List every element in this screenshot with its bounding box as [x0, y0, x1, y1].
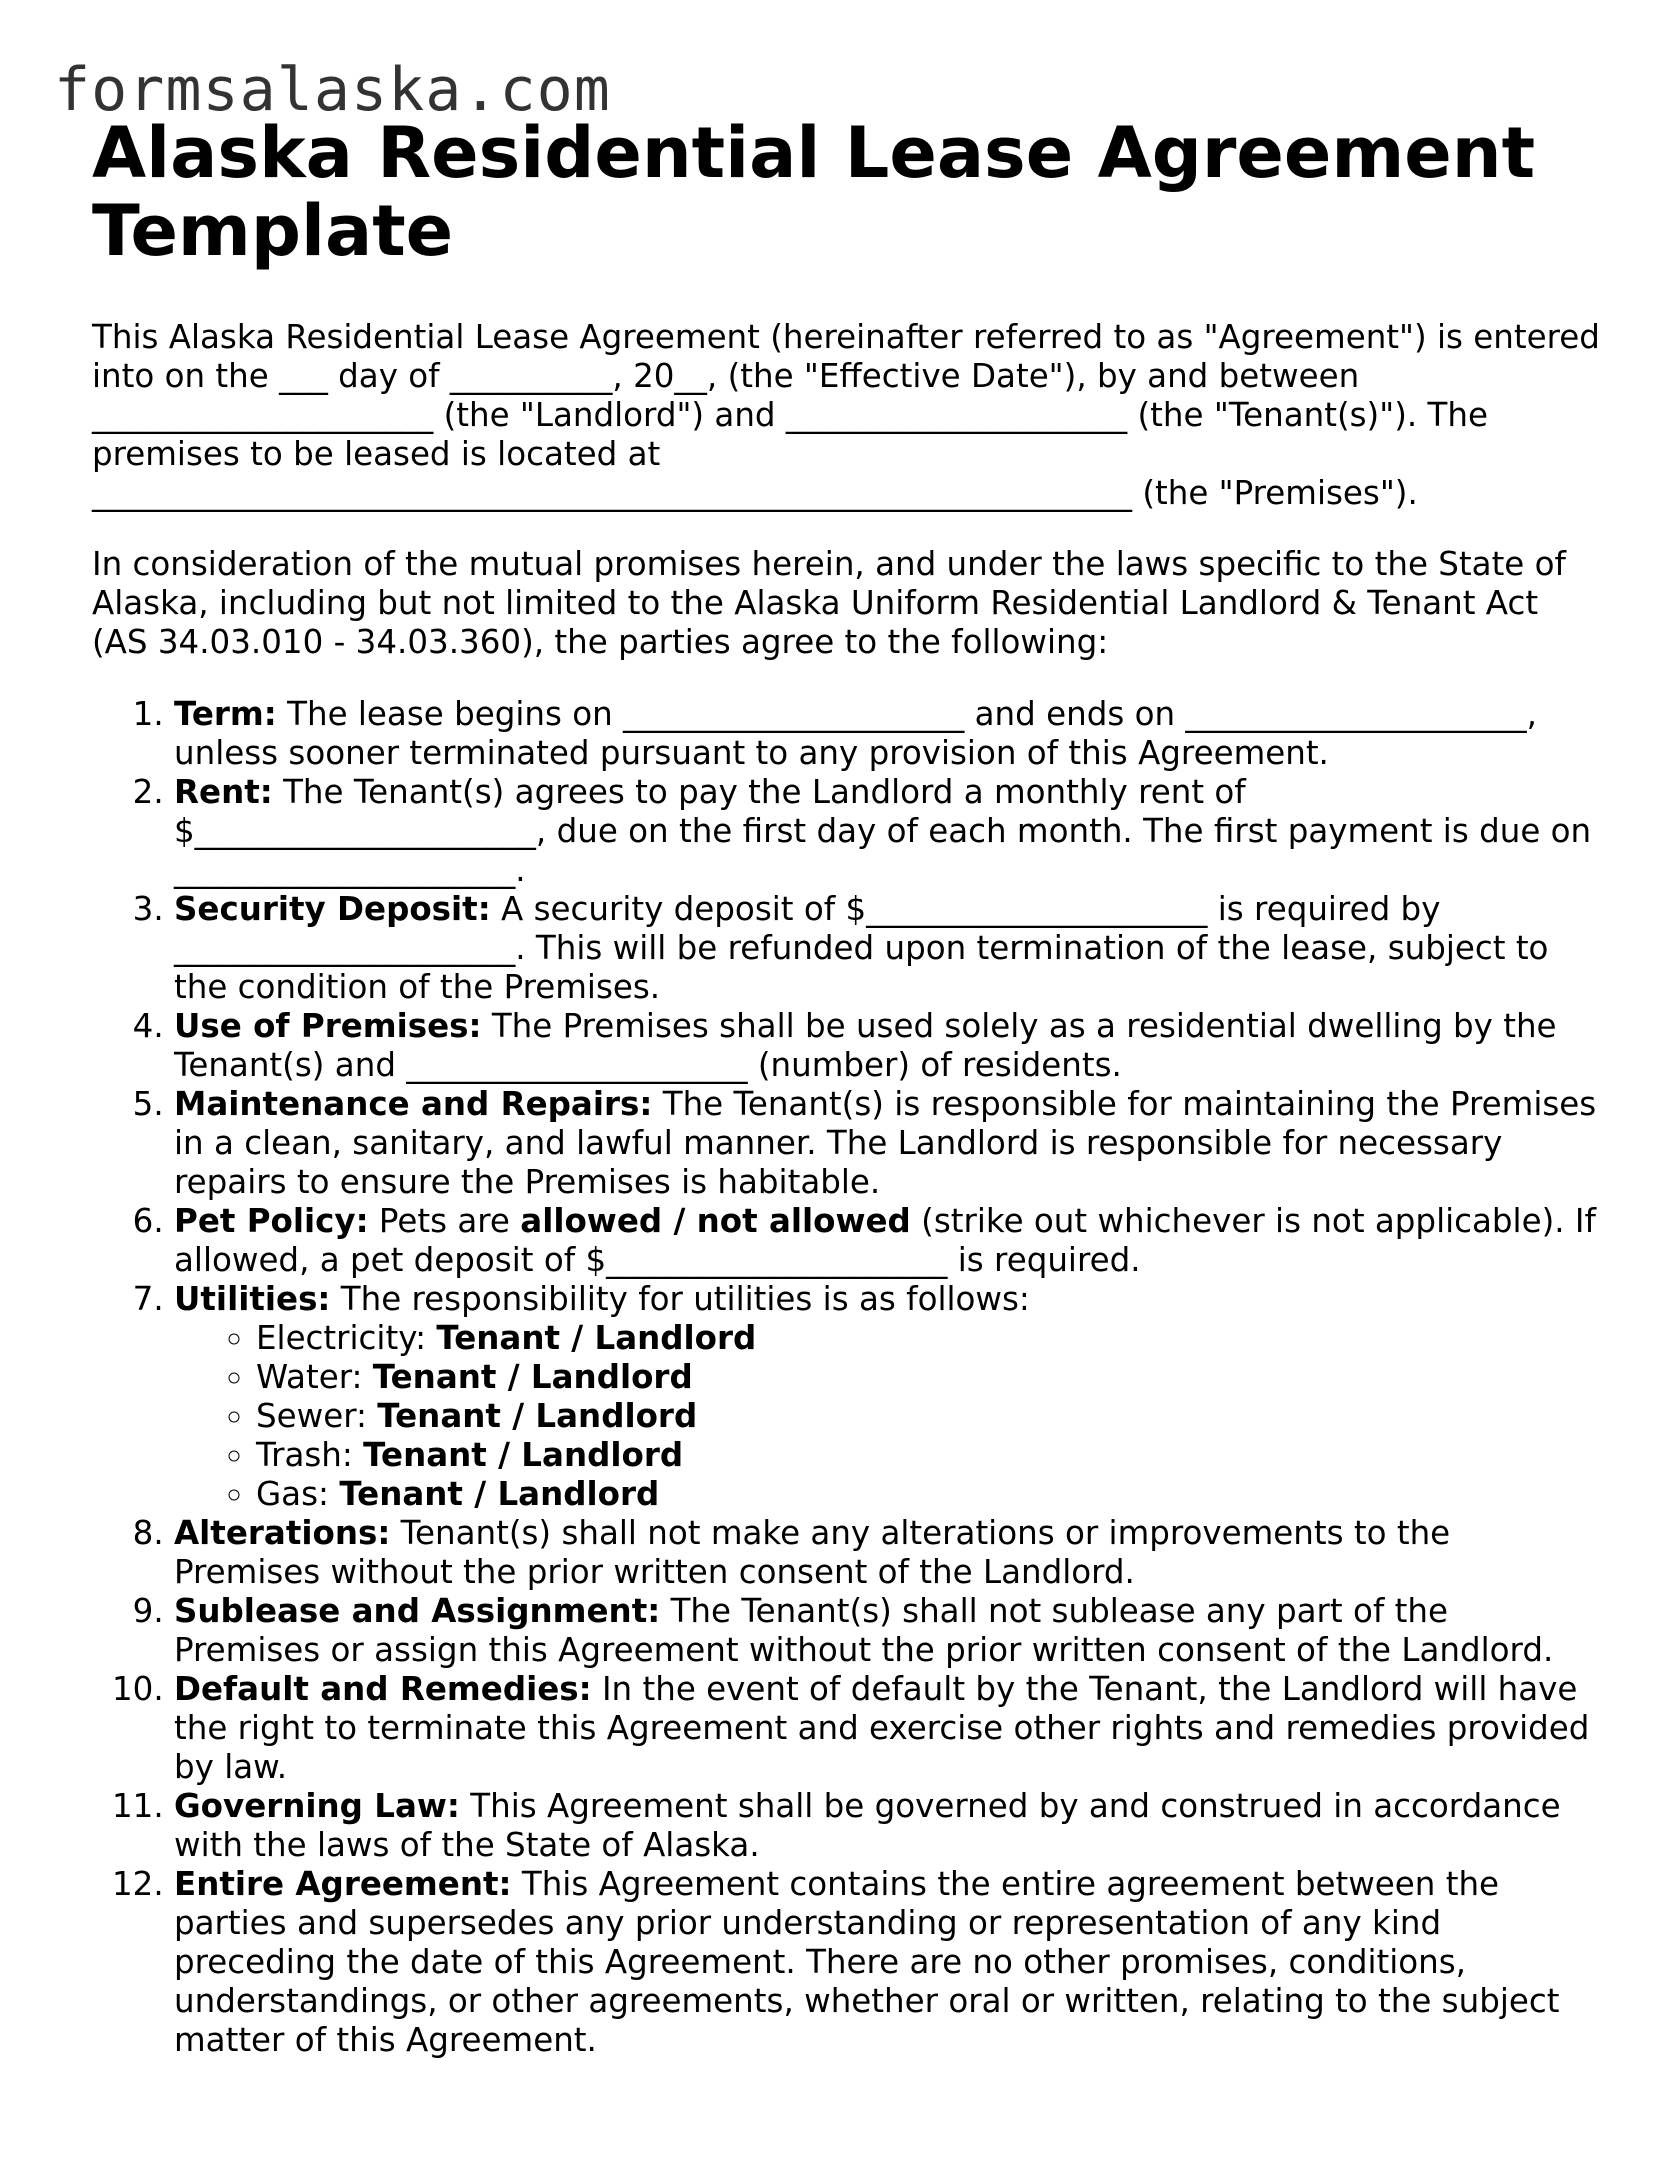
pet-policy-label: Pet Policy:: [174, 1202, 369, 1240]
pet-policy-text-b: (strike out whichever is not applicable). If allowed, a pet deposit of $_____________________ is required.: [174, 1202, 1596, 1279]
security-deposit-label: Security Deposit:: [174, 890, 491, 928]
utility-name: Electricity:: [256, 1319, 437, 1357]
page-title: Alaska Residential Lease Agreement Template: [92, 112, 1536, 272]
use-of-premises-label: Use of Premises:: [174, 1007, 482, 1045]
utilities-label: Utilities:: [174, 1280, 331, 1318]
document-body: [92, 318, 1602, 2060]
term-label: Term:: [174, 695, 277, 733]
sublease-label: Sublease and Assignment:: [174, 1592, 661, 1630]
default-remedies-item: [174, 1670, 1602, 1787]
utility-name: Water:: [256, 1358, 373, 1396]
sublease-text: The Tenant(s) shall not sublease any part of the Premises or assign this Agreement without the prior written consent of the Landlord.: [174, 1592, 1554, 1669]
pet-policy-text-a: Pets are: [368, 1202, 521, 1240]
term-text: The lease begins on _____________________ and ends on _____________________, unless sooner terminated pursuant to any provision of this Agreement.: [174, 695, 1537, 772]
maintenance-item: [174, 1085, 1602, 1202]
term-item: [174, 695, 1602, 773]
maintenance-text: The Tenant(s) is responsible for maintaining the Premises in a clean, sanitary, and lawful manner. The Landlord is responsible for necessary repairs to ensure the Premises is habitable.: [174, 1085, 1597, 1201]
utility-name: Trash:: [256, 1436, 364, 1474]
rent-label: Rent:: [174, 773, 273, 811]
utility-value: Tenant / Landlord: [436, 1319, 757, 1357]
rent-item: [174, 773, 1602, 890]
utility-water: [256, 1358, 1602, 1397]
utility-sewer: [256, 1397, 1602, 1436]
consideration-paragraph: In consideration of the mutual promises herein, and under the laws specific to the State of Alaska, including but not limited to the Alaska Uniform Residential Landlord & Tenant Act (AS 34.03.010 - 34.03.360), the parties agree to the following:: [92, 545, 1566, 661]
governing-law-label: Governing Law:: [174, 1787, 460, 1825]
utilities-text: The responsibility for utilities is as follows:: [330, 1280, 1030, 1318]
alterations-item: [174, 1514, 1602, 1592]
alterations-label: Alterations:: [174, 1514, 391, 1552]
governing-law-item: [174, 1787, 1602, 1865]
utility-value: Tenant / Landlord: [377, 1397, 698, 1435]
entire-agreement-item: [174, 1865, 1602, 2060]
intro-paragraph: This Alaska Residential Lease Agreement (hereinafter referred to as "Agreement") is entered into on the ___ day of __________, 20__, (the "Effective Date"), by and between _____________________ (the "Landlord") and _____________________ (the "Tenant(s)"). The premises to be leased is located at ________________________________________________________________ (the "Premises").: [92, 318, 1600, 512]
security-deposit-text: A security deposit of $_____________________ is required by _____________________. This will be refunded upon termination of the lease, subject to the condition of the Premises.: [174, 890, 1549, 1006]
pet-policy-options: allowed / not allowed: [520, 1202, 911, 1240]
utility-value: Tenant / Landlord: [372, 1358, 693, 1396]
utilities-list: [174, 1319, 1602, 1514]
utility-value: Tenant / Landlord: [339, 1475, 660, 1513]
rent-text: The Tenant(s) agrees to pay the Landlord a monthly rent of $_____________________, due on the first day of each month. The first payment is due on _____________________.: [174, 773, 1592, 889]
utility-value: Tenant / Landlord: [363, 1436, 684, 1474]
entire-agreement-label: Entire Agreement:: [174, 1865, 512, 1903]
maintenance-label: Maintenance and Repairs:: [174, 1085, 653, 1123]
default-remedies-label: Default and Remedies:: [174, 1670, 592, 1708]
utility-name: Gas:: [256, 1475, 340, 1513]
sublease-item: [174, 1592, 1602, 1670]
site-watermark: formsalaska.com: [54, 55, 611, 125]
terms-list: [92, 695, 1602, 2060]
utility-name: Sewer:: [256, 1397, 378, 1435]
governing-law-text: This Agreement shall be governed by and construed in accordance with the laws of the State of Alaska.: [174, 1787, 1561, 1864]
entire-agreement-text: This Agreement contains the entire agreement between the parties and supersedes any prior understanding or representation of any kind preceding the date of this Agreement. There are no other promises, conditions, understandings, or other agreements, whether oral or written, relating to the subject matter of this Agreement.: [174, 1865, 1560, 2059]
use-of-premises-text: The Premises shall be used solely as a residential dwelling by the Tenant(s) and _____________________ (number) of residents.: [174, 1007, 1557, 1084]
use-of-premises-item: [174, 1007, 1602, 1085]
alterations-text: Tenant(s) shall not make any alterations or improvements to the Premises without the prior written consent of the Landlord.: [174, 1514, 1451, 1591]
utility-gas: [256, 1475, 1602, 1514]
utility-electricity: [256, 1319, 1602, 1358]
default-remedies-text: In the event of default by the Tenant, the Landlord will have the right to terminate this Agreement and exercise other rights and remedies provided by law.: [174, 1670, 1590, 1786]
utilities-item: [174, 1280, 1602, 1514]
utility-trash: [256, 1436, 1602, 1475]
pet-policy-item: [174, 1202, 1602, 1280]
security-deposit-item: [174, 890, 1602, 1007]
